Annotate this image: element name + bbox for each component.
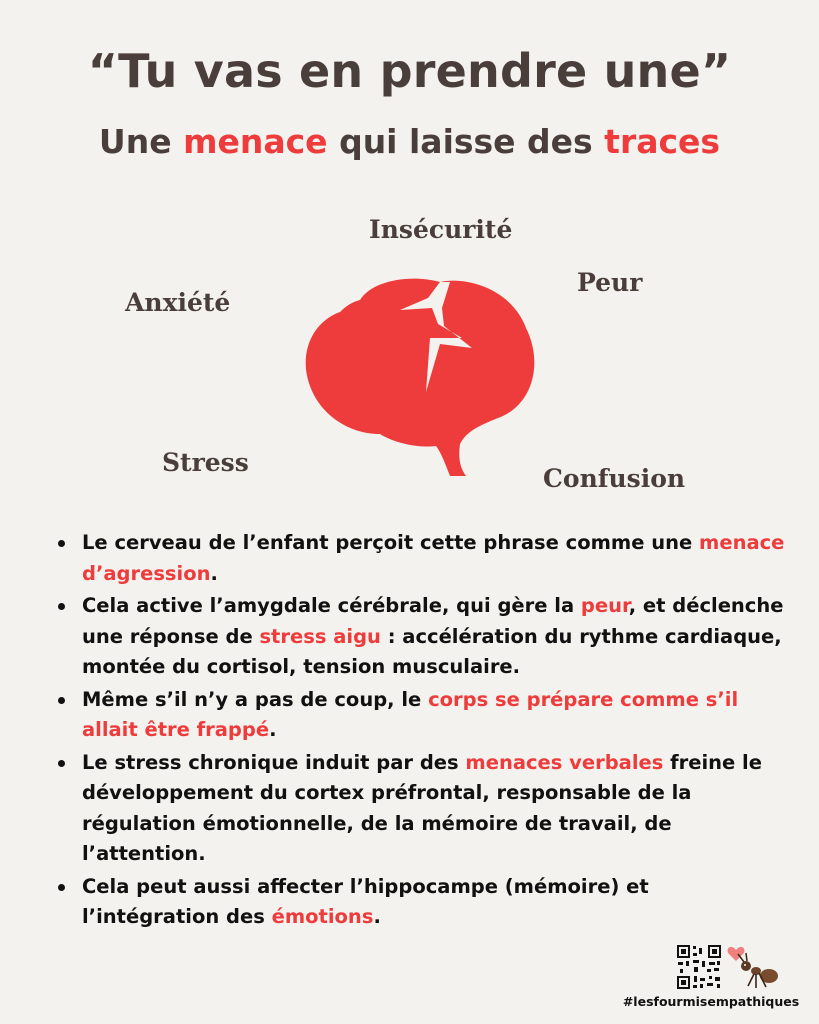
word-confusion: Confusion bbox=[543, 464, 686, 493]
bullet-text: Cela peut aussi affecter l’hippocampe (mémoire) et l’intégration des bbox=[82, 874, 649, 928]
bullet-dot bbox=[58, 540, 65, 547]
bullet-text: : accélération du rythme cardiaque, montée du cortisol, tension musculaire. bbox=[82, 624, 782, 678]
page-title: “Tu vas en prendre une” bbox=[87, 44, 732, 98]
word-insecurite: Insécurité bbox=[369, 215, 513, 244]
bullet-text: . bbox=[373, 905, 381, 928]
bullet-highlight: menace d’agression bbox=[82, 531, 785, 585]
bullet-item bbox=[58, 685, 788, 746]
bullet-text: Le cerveau de l’enfant perçoit cette phrase comme une bbox=[82, 531, 700, 554]
bullet-text: . bbox=[210, 561, 218, 585]
bullet-highlight: peur bbox=[580, 594, 629, 617]
subtitle-part: qui laisse des bbox=[327, 122, 605, 161]
bullet-item bbox=[58, 528, 788, 589]
bullet-text: Le stress chronique induit par des bbox=[82, 750, 466, 774]
brain-icon bbox=[300, 268, 540, 480]
bullet-highlight: corps se prépare comme s’il allait être frappé bbox=[82, 687, 739, 741]
page-subtitle bbox=[0, 122, 819, 161]
bullet-text: . bbox=[269, 718, 277, 741]
word-peur: Peur bbox=[577, 268, 643, 297]
subtitle-part: Une bbox=[98, 122, 184, 161]
bullet-highlight: menaces verbales bbox=[465, 750, 664, 774]
bullet-item bbox=[58, 872, 788, 933]
bullet-list bbox=[58, 528, 788, 935]
bullet-highlight: stress aigu bbox=[259, 624, 381, 648]
subtitle-highlight-traces: traces bbox=[604, 122, 721, 161]
bullet-highlight: émotions bbox=[271, 905, 374, 928]
bullet-dot bbox=[58, 760, 65, 767]
ant-icon bbox=[734, 952, 782, 992]
qr-code-icon[interactable] bbox=[676, 944, 722, 990]
bullet-item bbox=[58, 591, 788, 683]
hashtag: #lesfourmisempathiques bbox=[622, 994, 800, 1009]
bullet-text: Même s’il n’y a pas de coup, le bbox=[82, 687, 429, 711]
subtitle-highlight-menace: menace bbox=[183, 122, 328, 161]
bullet-dot bbox=[58, 697, 65, 704]
word-stress: Stress bbox=[162, 448, 249, 477]
bullet-text: freine le développement du cortex préfrontal, responsable de la régulation émotionnelle, de la mémoire de travail, de l’attention. bbox=[82, 750, 762, 865]
bullet-text: , et déclenche une réponse de bbox=[82, 594, 784, 648]
word-anxiete: Anxiété bbox=[125, 288, 231, 317]
bullet-item bbox=[58, 748, 788, 870]
bullet-text: Cela active l’amygdale cérébrale, qui gère la bbox=[82, 594, 581, 617]
bullet-dot bbox=[58, 603, 65, 610]
bullet-dot bbox=[58, 884, 65, 891]
